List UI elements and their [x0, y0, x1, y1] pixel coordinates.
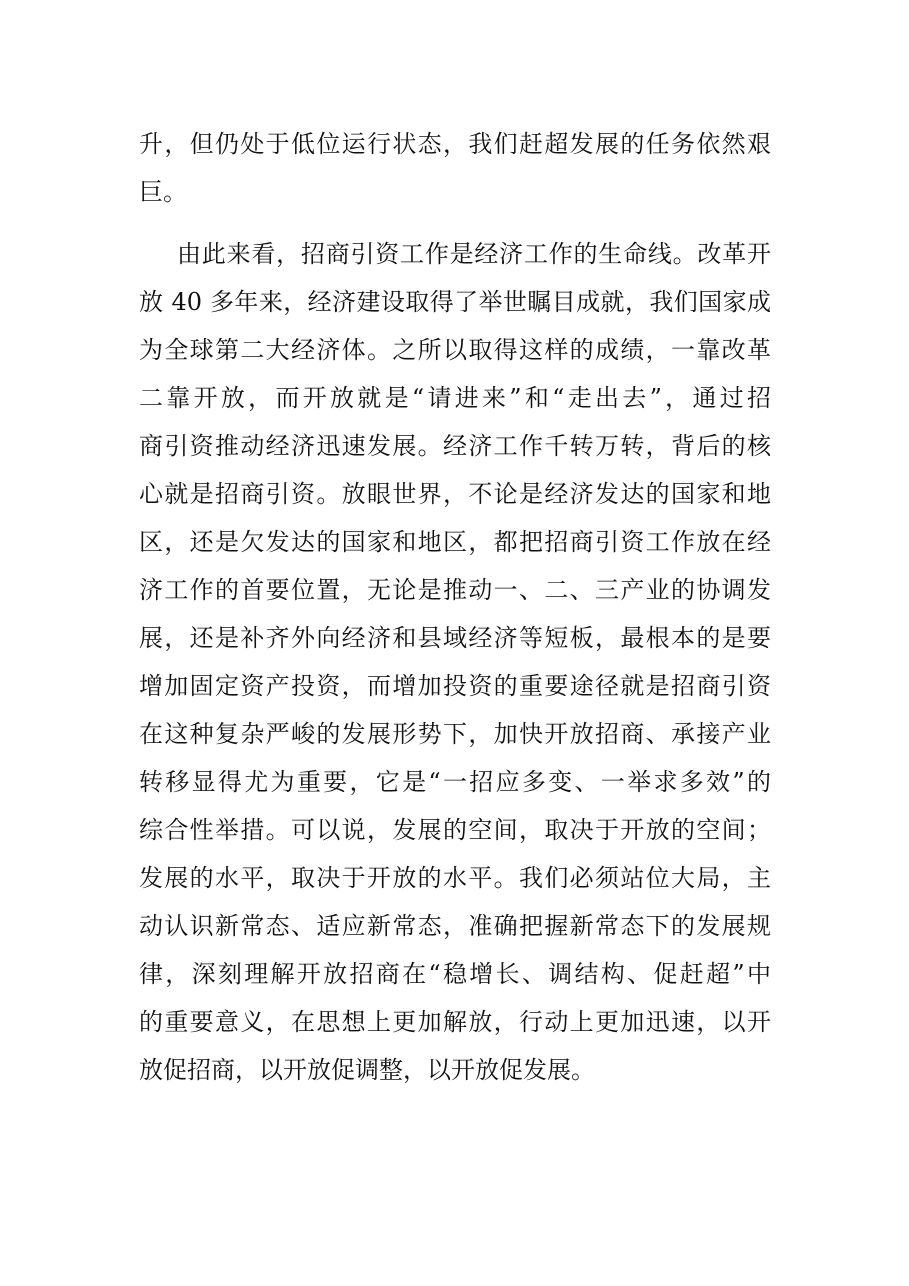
paragraph-line: 济工作的首要位置，无论是推动一、二、三产业的协调发 [139, 576, 771, 604]
paragraph-line: 动认识新常态、适应新常态，准确把握新常态下的发展规 [139, 912, 771, 940]
paragraph-line: 增加固定资产投资，而增加投资的重要途径就是招商引资 [139, 672, 771, 700]
paragraph-line: 二靠开放，而开放就是“请进来”和“走出去”，通过招 [139, 384, 771, 412]
paragraph-line: 巨。 [139, 178, 187, 206]
paragraph-line: 律，深刻理解开放招商在“稳增长、调结构、促赶超”中 [139, 960, 771, 988]
paragraph-1 [139, 120, 771, 216]
paragraph-line: 的重要意义，在思想上更加解放，行动上更加迅速，以开 [139, 1008, 771, 1036]
paragraph-line: 综合性举措。可以说，发展的空间，取决于开放的空间； [139, 816, 771, 844]
paragraph-line: 放 40 多年来，经济建设取得了举世瞩目成就，我们国家成 [139, 288, 771, 316]
paragraph-line: 由此来看，招商引资工作是经济工作的生命线。改革开 [177, 240, 771, 268]
paragraph-line: 升，但仍处于低位运行状态，我们赶超发展的任务依然艰 [139, 130, 771, 158]
paragraph-line: 心就是招商引资。放眼世界，不论是经济发达的国家和地 [139, 480, 771, 508]
paragraph-line: 为全球第二大经济体。之所以取得这样的成绩，一靠改革 [139, 336, 771, 364]
paragraph-line: 发展的水平，取决于开放的水平。我们必须站位大局，主 [139, 864, 771, 892]
paragraph-line: 在这种复杂严峻的发展形势下，加快开放招商、承接产业 [139, 720, 771, 748]
paragraph-line: 放促招商，以开放促调整，以开放促发展。 [139, 1056, 595, 1084]
paragraph-line: 区，还是欠发达的国家和地区，都把招商引资工作放在经 [139, 528, 771, 556]
paragraph-line: 展，还是补齐外向经济和县域经济等短板，最根本的是要 [139, 624, 771, 652]
paragraph-2 [139, 230, 771, 1094]
paragraph-line: 商引资推动经济迅速发展。经济工作千转万转，背后的核 [139, 432, 771, 460]
paragraph-line: 转移显得尤为重要，它是“一招应多变、一举求多效”的 [139, 768, 771, 796]
